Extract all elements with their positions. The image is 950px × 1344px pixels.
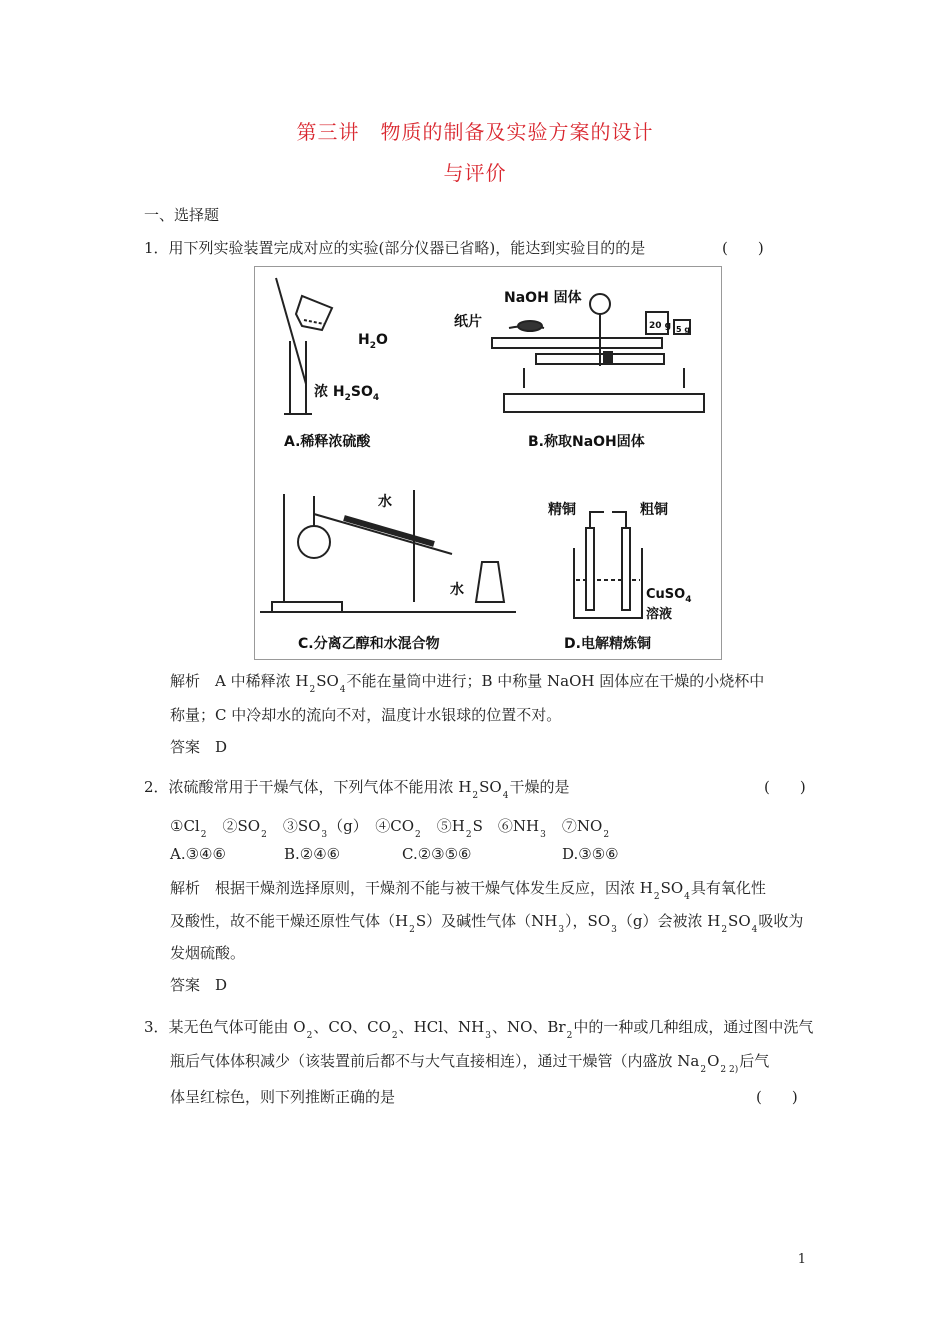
svg-text:CuSO4: CuSO$_4$ (646, 587, 692, 605)
svg-text:粗铜: 粗铜 (640, 502, 668, 518)
figure-d-label: D.电解精炼铜 (564, 636, 651, 652)
q2-option-c: C.②③⑤⑥ (402, 845, 472, 863)
q2-answer-paren: ( ) (764, 778, 806, 796)
svg-text:水: 水 (378, 494, 392, 510)
page-title: 第三讲 物质的制备及实验方案的设计 (296, 120, 654, 144)
q3-answer-paren: ( ) (756, 1088, 798, 1106)
q2-option-b: B.②④⑥ (284, 845, 341, 863)
q1-stem: 1．用下列实验装置完成对应的实验(部分仪器已省略)，能达到实验目的的是 (144, 239, 646, 257)
figure-c-label: C.分离乙醇和水混合物 (298, 636, 440, 652)
q2-stem: 2．浓硫酸常用于干燥气体，下列气体不能用浓 $H_2SO_4$干燥的是 (144, 778, 570, 801)
q3-line1: 3．某无色气体可能由 $O_2$、CO、$CO_2$、HCl、$NH_3$、NO、$Br_2$中的一种或几种组成，通过图中洗气 (144, 1018, 814, 1041)
q2-option-a: A.③④⑥ (170, 845, 226, 863)
q1-answer: 答案 D (170, 738, 228, 756)
q2-option-d: D.③⑤⑥ (562, 845, 619, 863)
q3-line3: 体呈红棕色，则下列推断正确的是 (170, 1088, 396, 1106)
page-title-line2: 与评价 (443, 161, 507, 185)
section-heading: 一、选择题 (144, 206, 220, 224)
q1-analysis-line1: 解析 A 中稀释浓 $H_2SO_4$不能在量筒中进行；B 中称量 NaOH 固体应在干燥的小烧杯中 (170, 672, 765, 695)
figure-b-label: B.称取NaOH固体 (528, 434, 645, 450)
q3-line2: 瓶后气体体积减少（该装置前后都不与大气直接相连），通过干燥管（内盛放 $Na_2O_{2 2)}$后气 (170, 1052, 770, 1075)
q1-analysis-line2: 称量；C 中冷却水的流向不对，温度计水银球的位置不对。 (170, 706, 562, 724)
svg-text:20 g: 20 g (649, 321, 672, 331)
figure-a-label: A.稀释浓硫酸 (284, 434, 371, 450)
q1-figure (254, 266, 722, 660)
q1-answer-paren: ( ) (722, 239, 764, 257)
q2-answer: 答案 D (170, 976, 228, 994)
svg-text:5 g: 5 g (676, 325, 691, 334)
q2-analysis-line1: 解析 根据干燥剂选择原则，干燥剂不能与被干燥气体发生反应，因浓 $H_2SO_4$具有氧化性 (170, 879, 766, 902)
svg-text:精铜: 精铜 (548, 502, 576, 518)
svg-text:水: 水 (450, 582, 464, 598)
page-number: 1 (797, 1252, 806, 1267)
q2-analysis-line3: 发烟硫酸。 (170, 944, 246, 962)
svg-text:NaOH 固体: NaOH 固体 (504, 290, 582, 306)
q2-items: $①Cl_2$ $②SO_2$ $③SO_3(g)$ $④CO_2$ $⑤H_2S$ $⑥NH_3$ $⑦NO_2$ (170, 817, 610, 840)
svg-text:纸片: 纸片 (454, 314, 482, 330)
svg-text:溶液: 溶液 (646, 607, 673, 622)
svg-text:H2O: $H_2O$ (358, 332, 388, 351)
svg-text:浓 H2SO4: 浓 $H_2SO_4$ (314, 384, 380, 403)
q2-analysis-line2: 及酸性，故不能干燥还原性气体$(H_2S)$及碱性气体$(NH_3)$，$SO_3(g)$会被浓 $H_2SO_4$吸收为 (170, 912, 804, 935)
